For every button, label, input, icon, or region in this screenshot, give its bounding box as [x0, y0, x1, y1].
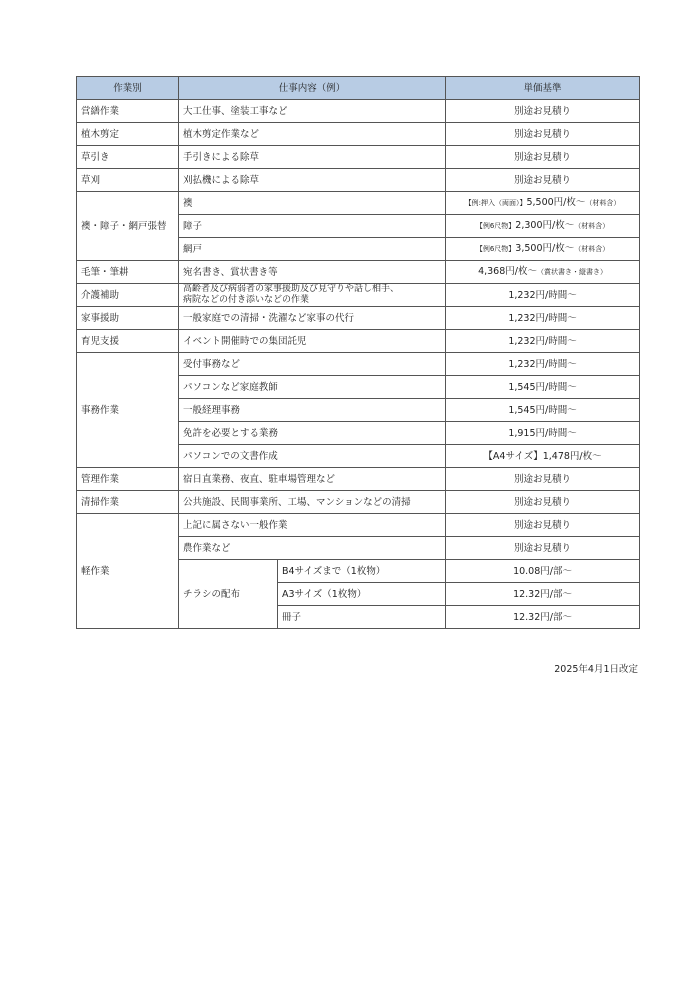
- content-line: 高齢者及び病弱者の家事援助及び見守りや話し相手、: [183, 284, 400, 294]
- price-suffix: （材料含）: [574, 245, 610, 253]
- table-row: [77, 514, 640, 537]
- table-row: [77, 169, 640, 192]
- price-table: [76, 76, 640, 629]
- row-content: パソコンでの文書作成: [179, 445, 446, 468]
- row-price: [446, 192, 640, 215]
- table-row: [77, 468, 640, 491]
- row-price: 1,232円/時間～: [446, 353, 640, 376]
- header-content: 仕事内容（例）: [179, 77, 446, 100]
- row-price: 12.32円/部～: [446, 583, 640, 606]
- price-prefix: 【例6尺物】: [475, 222, 516, 230]
- row-content: 受付事務など: [179, 353, 446, 376]
- row-price: 【A4サイズ】1,478円/枚～: [446, 445, 640, 468]
- price-value: 4,368円/枚～: [478, 266, 537, 277]
- row-price: 1,232円/時間～: [446, 284, 640, 307]
- row-price: 別途お見積り: [446, 514, 640, 537]
- price-value: 3,500円/枚～: [515, 243, 575, 254]
- row-price: [446, 215, 640, 238]
- header-price: 単価基準: [446, 77, 640, 100]
- revision-date: 2025年4月1日改定: [554, 664, 638, 675]
- row-content: 刈払機による除草: [179, 169, 446, 192]
- row-category: 襖・障子・網戸張替: [77, 192, 179, 261]
- row-price: [446, 261, 640, 284]
- row-content: 網戸: [179, 238, 446, 261]
- table-row: [77, 491, 640, 514]
- row-price: 1,232円/時間～: [446, 330, 640, 353]
- row-content: A3サイズ（1枚物）: [278, 583, 446, 606]
- row-price: 1,545円/時間～: [446, 399, 640, 422]
- row-price: [446, 238, 640, 261]
- row-category: 植木剪定: [77, 123, 179, 146]
- table-row: [77, 353, 640, 376]
- row-content: B4サイズまで（1枚物）: [278, 560, 446, 583]
- row-price: 1,915円/時間～: [446, 422, 640, 445]
- row-content: イベント開催時での集団託児: [179, 330, 446, 353]
- price-prefix: 【例6尺物】: [475, 245, 516, 253]
- row-content: 上記に属さない一般作業: [179, 514, 446, 537]
- table-row: [77, 123, 640, 146]
- row-content: 植木剪定作業など: [179, 123, 446, 146]
- row-content: 免許を必要とする業務: [179, 422, 446, 445]
- table-row: [77, 192, 640, 215]
- price-value: 2,300円/枚～: [515, 220, 575, 231]
- row-category: 営繕作業: [77, 100, 179, 123]
- price-suffix: （材料含）: [574, 222, 610, 230]
- row-content: 宛名書き、賞状書き等: [179, 261, 446, 284]
- row-content: 公共施設、民間事業所、工場、マンションなどの清掃: [179, 491, 446, 514]
- table-header-row: [77, 77, 640, 100]
- row-price: 別途お見積り: [446, 537, 640, 560]
- row-category: 育児支援: [77, 330, 179, 353]
- row-category: 草刈: [77, 169, 179, 192]
- table-row: [77, 330, 640, 353]
- row-content: 障子: [179, 215, 446, 238]
- row-content: 一般経理事務: [179, 399, 446, 422]
- row-price: 別途お見積り: [446, 123, 640, 146]
- row-content: [179, 284, 446, 307]
- row-content: 手引きによる除草: [179, 146, 446, 169]
- table-row: [77, 284, 640, 307]
- header-category: 作業別: [77, 77, 179, 100]
- price-prefix: 【例:押入（両面）】: [464, 199, 527, 207]
- content-line: 病院などの付き添いなどの作業: [183, 295, 310, 305]
- row-price: 別途お見積り: [446, 146, 640, 169]
- row-price: 別途お見積り: [446, 100, 640, 123]
- row-content: 一般家庭での清掃・洗濯など家事の代行: [179, 307, 446, 330]
- chirashi-label: チラシの配布: [179, 560, 278, 629]
- row-category: 軽作業: [77, 514, 179, 629]
- row-content: 襖: [179, 192, 446, 215]
- row-price: 別途お見積り: [446, 169, 640, 192]
- row-category: 家事援助: [77, 307, 179, 330]
- row-price: 1,232円/時間～: [446, 307, 640, 330]
- table-row: [77, 307, 640, 330]
- row-category: 草引き: [77, 146, 179, 169]
- row-content: 宿日直業務、夜直、駐車場管理など: [179, 468, 446, 491]
- row-content: 大工仕事、塗装工事など: [179, 100, 446, 123]
- row-category: 清掃作業: [77, 491, 179, 514]
- price-suffix: （材料含）: [585, 199, 621, 207]
- row-category: 管理作業: [77, 468, 179, 491]
- row-content: 冊子: [278, 606, 446, 629]
- table-row: [77, 100, 640, 123]
- row-price: 別途お見積り: [446, 468, 640, 491]
- price-suffix: （賞状書き・縦書き）: [536, 268, 607, 276]
- table-row: [77, 261, 640, 284]
- row-price: 別途お見積り: [446, 491, 640, 514]
- row-content: パソコンなど家庭教師: [179, 376, 446, 399]
- row-category: 毛筆・筆耕: [77, 261, 179, 284]
- row-price: 1,545円/時間～: [446, 376, 640, 399]
- row-category: 事務作業: [77, 353, 179, 468]
- table-row: [77, 146, 640, 169]
- row-price: 10.08円/部～: [446, 560, 640, 583]
- price-value: 5,500円/枚～: [526, 197, 586, 208]
- row-content: 農作業など: [179, 537, 446, 560]
- row-price: 12.32円/部～: [446, 606, 640, 629]
- row-category: 介護補助: [77, 284, 179, 307]
